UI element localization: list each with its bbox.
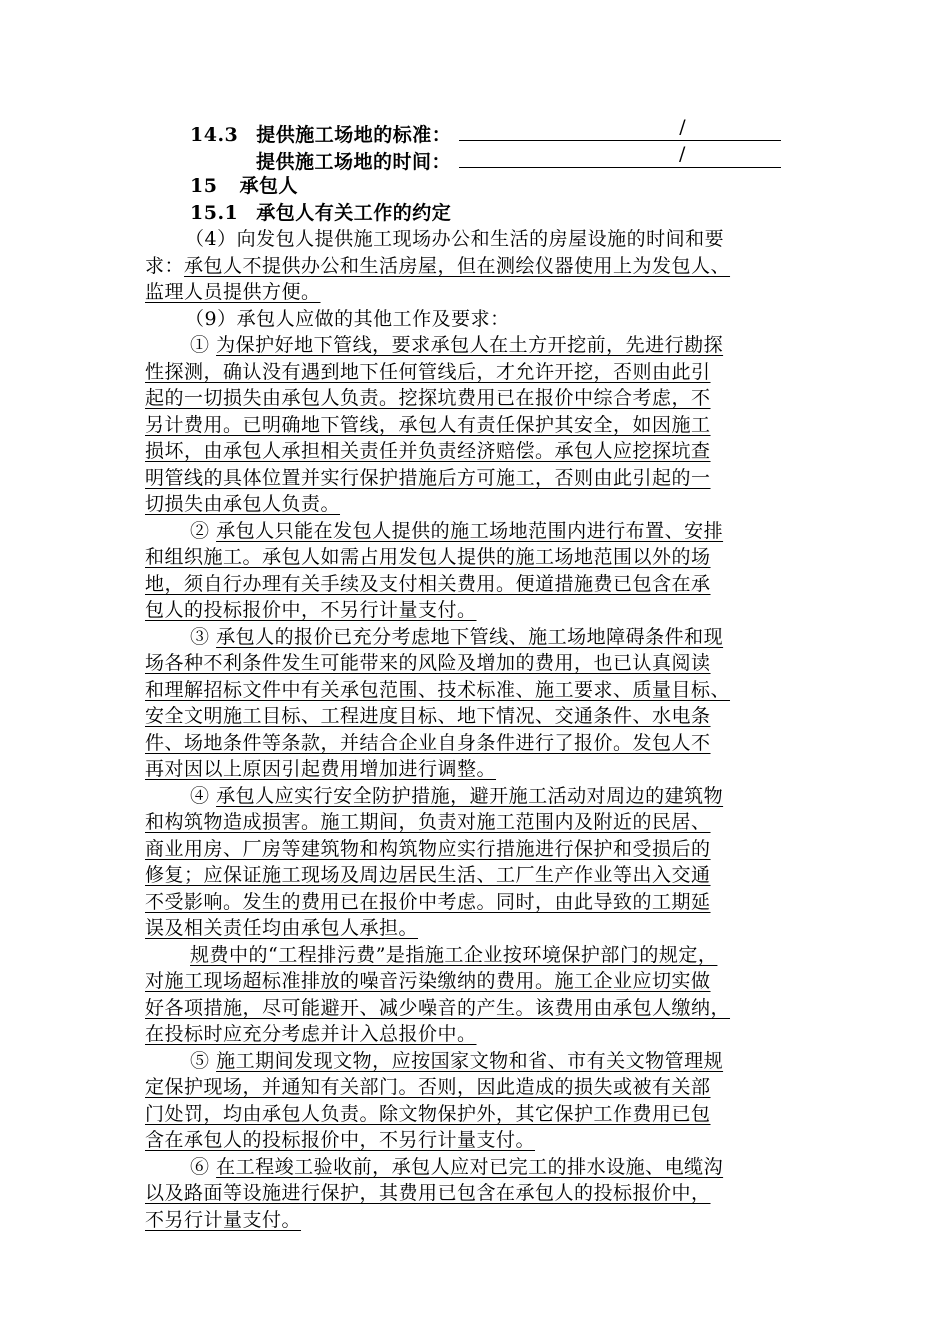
circled-number-4: ④	[190, 784, 210, 807]
site-standard-blank	[459, 116, 781, 141]
p3-line: 件、场地条件等条款，并结合企业自身条件进行了报价。发包人不	[145, 731, 711, 754]
sec14-3-standard-line	[145, 116, 810, 147]
item4-text: （4）向发包人提供施工现场办公和生活的房屋设施的时间和要	[185, 228, 725, 250]
p4-line: 不受影响。发生的费用已在报价中考虑。同时，由此导致的工期延	[145, 890, 711, 913]
p2-text: 承包人只能在发包人提供的施工场地范围内进行布置、安排	[216, 519, 724, 542]
p6-line: 以及路面等设施进行保护，其费用已包含在承包人的投标报价中，	[145, 1182, 711, 1204]
blank-slash: /	[679, 142, 686, 165]
fee-line: 在投标时应充分考虑并计入总报价中。	[145, 1023, 477, 1045]
item4-underlined-text: 监理人员提供方便。	[145, 281, 321, 303]
p5-line: 门处罚，均由承包人负责。除文物保护外，其它保护工作费用已包	[145, 1102, 711, 1125]
p2-line: 地，须自行办理有关手续及支付相关费用。便道措施费已包含在承	[145, 572, 711, 595]
p3-line: 和理解招标文件中有关承包范围、技术标准、施工要求、质量目标、	[145, 678, 731, 701]
circled-number-6: ⑥	[190, 1155, 210, 1178]
p1-text: 为保护好地下管线，要求承包人在土方开挖前，先进行勘探	[216, 334, 724, 356]
p4-line: 误及相关责任均由承包人承担。	[145, 917, 419, 939]
p4-line: 修复；应保证施工现场及周边居民生活、工厂生产作业等出入交通	[145, 864, 711, 886]
sec15-heading	[145, 173, 810, 200]
p5-line	[145, 1048, 810, 1075]
item4-line-3	[145, 279, 810, 306]
item4-line-1	[145, 226, 810, 253]
circled-number-2: ②	[190, 519, 210, 542]
p1-line: 明管线的具体位置并实行保护措施后方可施工，否则由此引起的一	[145, 466, 711, 489]
p4-line: 商业用房、厂房等建筑物和构筑物应实行措施进行保护和受损后的	[145, 837, 711, 860]
fee-line	[145, 942, 810, 969]
p5-line: 含在承包人的投标报价中，不另行计量支付。	[145, 1129, 536, 1151]
document-page	[145, 116, 810, 1233]
p3-text: 承包人的报价已充分考虑地下管线、施工场地障碍条件和现	[216, 625, 724, 648]
item9-intro	[145, 306, 810, 333]
p3-line: 安全文明施工目标、工程进度目标、地下情况、交通条件、水电条	[145, 705, 711, 727]
p6-text: 在工程竣工验收前，承包人应对已完工的排水设施、电缆沟	[216, 1155, 724, 1178]
p1-line: 起的一切损失由承包人负责。挖探坑费用已在报价中综合考虑，不	[145, 387, 711, 409]
site-standard-label: 提供施工场地的标准：	[256, 124, 452, 146]
p4-line	[145, 783, 810, 810]
item9-text: （9）承包人应做的其他工作及要求：	[185, 307, 510, 330]
p4-line: 和构筑物造成损害。施工期间，负责对施工范围内及附近的民居、	[145, 811, 711, 833]
p6-line: 不另行计量支付。	[145, 1208, 302, 1231]
item4-text: 求：	[145, 254, 185, 277]
p3-line: 再对因以上原因引起费用增加进行调整。	[145, 758, 497, 780]
p2-line: 和组织施工。承包人如需占用发包人提供的施工场地范围以外的场	[145, 546, 711, 568]
fee-line: 对施工现场超标准排放的噪音污染缴纳的费用。施工企业应切实做	[145, 970, 711, 992]
p3-line: 场各种不利条件发生可能带来的风险及增加的费用，也已认真阅读	[145, 652, 711, 674]
p1-line: 另计费用。已明确地下管线，承包人有责任保护其安全，如因施工	[145, 413, 711, 436]
p5-line: 定保护现场，并通知有关部门。否则，因此造成的损失或被有关部	[145, 1076, 711, 1098]
circled-number-3: ③	[190, 625, 210, 648]
sec15-number: 15	[190, 175, 218, 197]
sec15-1-number: 15.1	[190, 201, 239, 224]
sec15-title: 承包人	[239, 175, 298, 197]
p5-text: 施工期间发现文物，应按国家文物和省、市有关文物管理规	[216, 1049, 724, 1072]
p4-text: 承包人应实行安全防护措施，避开施工活动对周边的建筑物	[216, 784, 724, 807]
p1-line: 损坏，由承包人承担相关责任并负责经济赔偿。承包人应挖探坑查	[145, 440, 711, 462]
sec15-1-title: 承包人有关工作的约定	[256, 201, 452, 224]
sec14-3-number: 14.3	[190, 124, 239, 146]
p3-line	[145, 624, 810, 651]
site-time-blank	[459, 142, 781, 168]
p2-line: 包人的投标报价中，不另行计量支付。	[145, 599, 477, 621]
blank-slash: /	[679, 116, 687, 138]
p1-line	[145, 332, 810, 359]
site-time-label: 提供施工场地的时间：	[256, 150, 452, 173]
sec14-3-time-line	[145, 142, 810, 174]
p1-line: 性探测，确认没有遇到地下任何管线后，才允许开挖，否则由此引	[145, 360, 711, 383]
fee-text: 规费中的“工程排污费”是指施工企业按环境保护部门的规定，	[190, 943, 718, 966]
circled-number-5: ⑤	[190, 1049, 210, 1072]
item4-line-2	[145, 253, 810, 280]
p6-line	[145, 1154, 810, 1181]
sec15-1-heading	[145, 200, 810, 227]
circled-number-1: ①	[190, 334, 210, 356]
p2-line	[145, 518, 810, 545]
fee-line: 好各项措施，尽可能避开、减少噪音的产生。该费用由承包人缴纳，	[145, 996, 731, 1019]
item4-underlined-text: 承包人不提供办公和生活房屋，但在测绘仪器使用上为发包人、	[184, 254, 731, 277]
p1-line: 切损失由承包人负责。	[145, 493, 341, 515]
